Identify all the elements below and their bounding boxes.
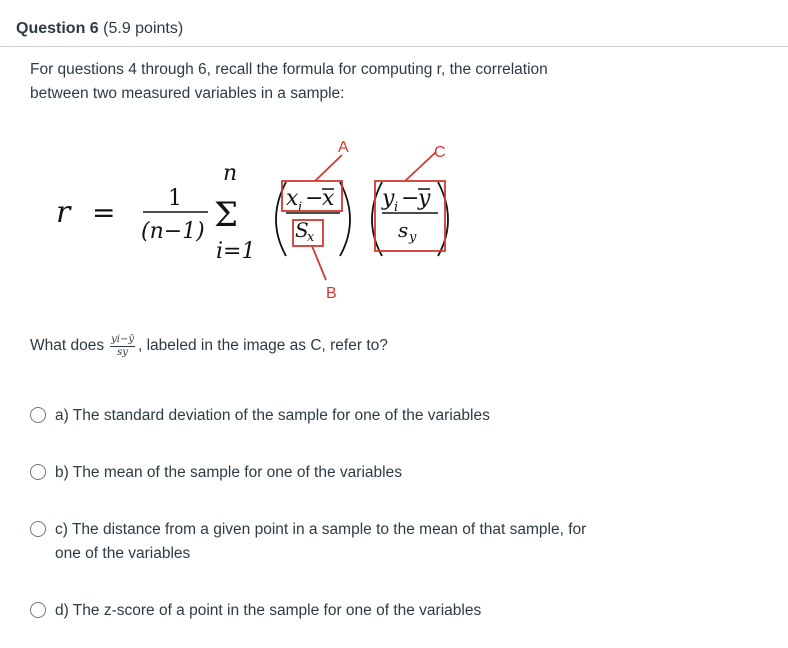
annotation-label-b: B xyxy=(326,285,337,302)
option-c-line-2: one of the variables xyxy=(55,545,191,562)
formula-term2-den-sub: y xyxy=(409,230,417,245)
question-title: Question 6 xyxy=(16,20,99,37)
option-c[interactable] xyxy=(30,518,615,566)
formula-term1-num: x xyxy=(286,186,299,211)
prompt-before: What does xyxy=(30,337,105,354)
option-b-text xyxy=(55,461,615,485)
formula-term2-num-sub: i xyxy=(394,200,399,215)
formula-term1-minus: − xyxy=(305,186,324,211)
question-intro xyxy=(30,58,630,106)
formula-term2-mean: y xyxy=(418,186,431,211)
intro-line-1: For questions 4 through 6, recall the formula for computing r, the correlation xyxy=(30,61,548,78)
formula-frac-den: (n−1) xyxy=(141,219,205,244)
option-d-line-1: d) The z-score of a point in the sample for one of the variables xyxy=(55,602,482,619)
option-a-text xyxy=(55,404,615,428)
annotation-label-a: A xyxy=(338,139,349,156)
option-c-line-1: c) The distance from a given point in a sample to the mean of that sample, for xyxy=(55,521,587,538)
formula-paren-2-right xyxy=(438,182,448,256)
header-divider xyxy=(0,46,788,47)
option-c-radio[interactable] xyxy=(30,521,46,537)
formula-paren-1-left xyxy=(276,182,286,256)
option-b-radio[interactable] xyxy=(30,464,46,480)
formula-term1-mean: x xyxy=(322,186,335,211)
intro-line-2: between two measured variables in a sample: xyxy=(30,85,345,102)
formula-term1-den: S xyxy=(295,218,309,242)
formula-term1-den-sub: x xyxy=(307,230,315,245)
option-d[interactable] xyxy=(30,599,615,623)
option-d-radio[interactable] xyxy=(30,602,46,618)
formula-term2-den: s xyxy=(398,218,409,242)
formula-sum-top: n xyxy=(223,161,238,186)
option-d-text xyxy=(55,599,615,623)
annotation-line-b xyxy=(312,246,326,280)
question-header xyxy=(16,18,183,40)
formula-annotations xyxy=(282,152,445,280)
formula-equals: = xyxy=(92,196,116,229)
annotation-line-a xyxy=(315,155,342,181)
correlation-formula-image xyxy=(30,130,470,310)
annotation-label-c: C xyxy=(434,144,446,161)
formula-term2-num: y xyxy=(382,186,395,211)
question-prompt xyxy=(30,326,388,366)
option-a-radio[interactable] xyxy=(30,407,46,423)
prompt-fraction-denominator: sy xyxy=(117,346,128,358)
formula-term2-minus: − xyxy=(401,186,420,211)
formula-frac-num: 1 xyxy=(168,186,182,211)
option-a[interactable] xyxy=(30,404,615,428)
annotation-line-c xyxy=(405,152,436,181)
prompt-fraction-numerator: yi−ȳ xyxy=(111,333,134,345)
formula-sum-symbol: Σ xyxy=(214,195,239,235)
option-c-text xyxy=(55,518,615,566)
formula-paren-2-left xyxy=(372,182,382,256)
prompt-fraction xyxy=(110,334,135,359)
option-b[interactable] xyxy=(30,461,615,485)
formula-sum-bottom: i=1 xyxy=(216,239,256,264)
formula-lhs: r xyxy=(56,195,71,230)
formula-term1-num-sub: i xyxy=(298,200,303,215)
option-a-line-1: a) The standard deviation of the sample for one of the variables xyxy=(55,407,490,424)
option-b-line-1: b) The mean of the sample for one of the variables xyxy=(55,464,402,481)
question-points: (5.9 points) xyxy=(103,20,184,37)
prompt-after: , labeled in the image as C, refer to? xyxy=(138,337,388,354)
